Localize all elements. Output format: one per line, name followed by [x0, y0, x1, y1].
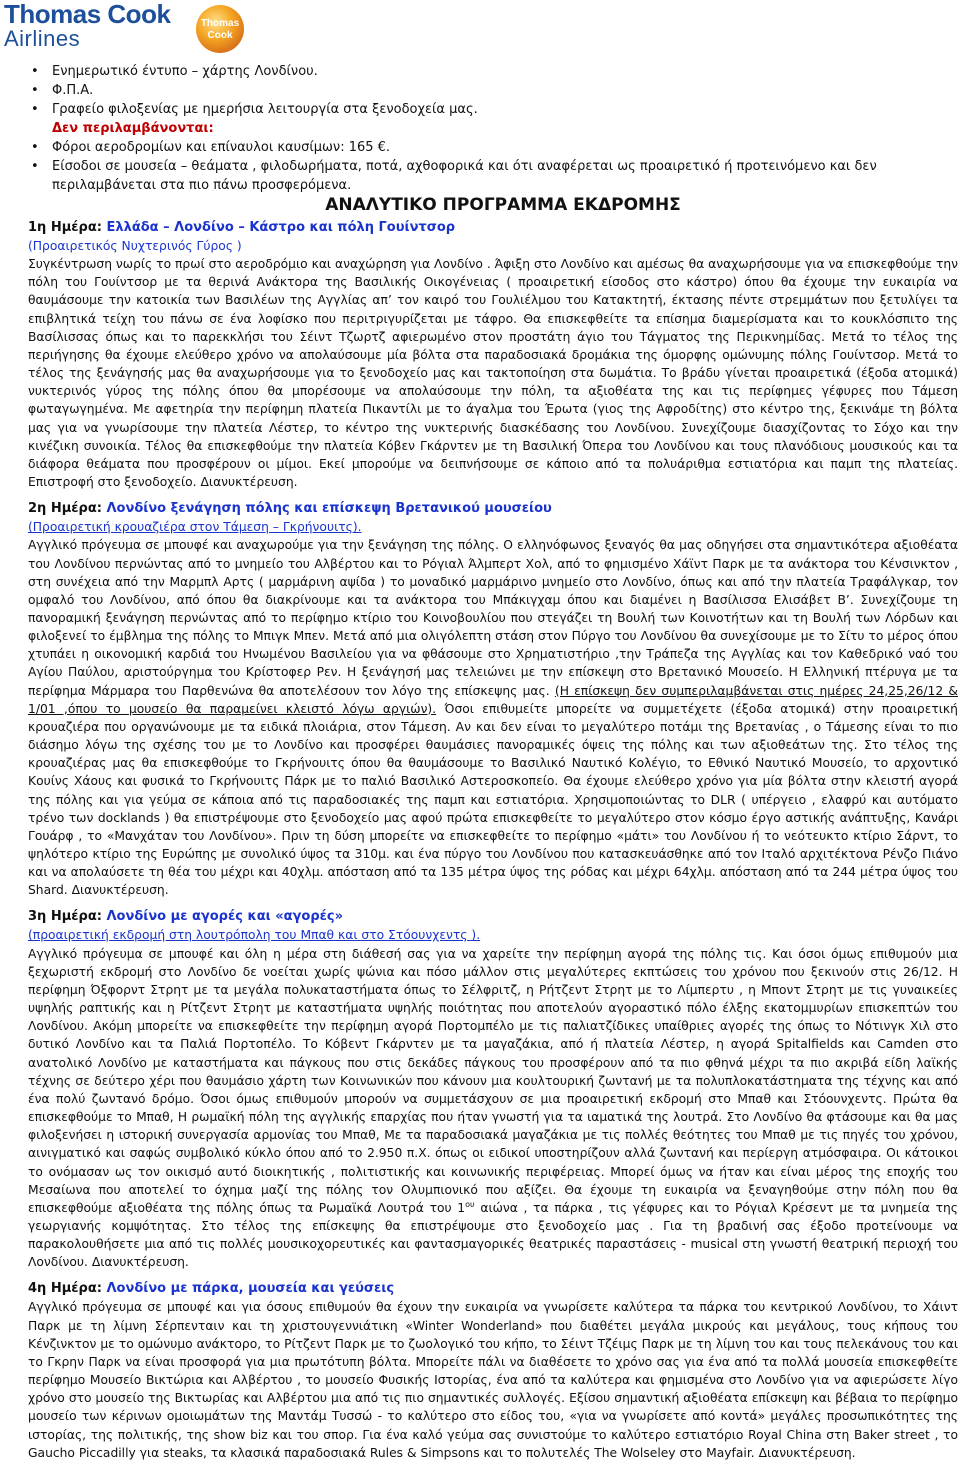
day-2-museum-note: (Η επίσκεψη δεν συμπεριλαμβάνεται στις ημέρες 24,25,26/12 & 1/01 ,όπου το μουσείο θα παραμείνει κλειστό λόγω αργιών).: [28, 683, 958, 716]
bullet-icon: •: [31, 64, 39, 79]
excluded-item: • Είσοδοι σε μουσεία – θεάματα , φιλοδωρήματα, ποτά, αχθοφορικά και ότι αναφέρεται ως προαιρετικό ή προτεινόμενο και δεν περιλαμβάνεται στα πιο πάνω προσφερόμενα.: [31, 159, 877, 193]
day-2-optional: (Προαιρετική κρουαζιέρα στον Τάμεση – Γκρήνουιτς).: [28, 520, 362, 535]
day-4-section: [28, 1279, 958, 1461]
excluded-heading: Δεν περιλαμβάνονται:: [52, 121, 214, 136]
day-2-text: Αγγλικό πρόγευμα σε μπουφέ και αναχωρούμε για την ξενάγηση της πόλης. Ο ελληνόφωνος ξεναγός θα μας οδηγήσει στα σημαντικότερα αξιοθέατα του Λονδίνου περνώντας από το μνημείο του Αλβέρτου και το Ρόγιαλ Άλμπερτ Χολ, από το φημισμένο Χάϊντ Παρκ με τα ανάκτορα του Κένσινκτον , στη συνέχεια από την Μαρμπλ Αρτς ( μαρμάρινη αψίδα ) το μοναδικό μαρμάρινο μνημείο στο Λονδίνο, όπως και από την πλατεία Τραφάλγκαρ, τον ομφαλό του Λονδίνου, από όπου θα διακρίνουμε και τα ανάκτορα του Μπάκιγχαμ όπου και διαμένει η Βασίλισσα Ελισάβετ Β’. Συνεχίζουμε τη πανοραμική ξενάγηση περνώντας από το περίφημο κτίριο του Κοινοβουλίου που στεγάζει τη Βουλή των Κοινοτήτων και τη Βουλή των Λόρδων και φιλοξενεί το έμβλημα της πόλης το Μπιγκ Μπεν. Μετά από μια ολιγόλεπτη στάση στον Πύργο του Λονδίνου θα συνεχίσουμε με το Σίτυ το μέρος όπου χτυπάει η οικονομική καρδιά του Ηνωμένου Βασιλείου για να φθάσουμε στο Χρηματιστήριο ,την Τράπεζα της Αγγλίας και τον Καθεδρικό ναό του Αγίου Παύλου, αριστούργημα του Κρίστοφερ Ρεν. Η ξενάγησή μας τελειώνει με την επίσκεψη στο Βρετανικό Μουσείο. Η Ελληνική πτέρυγα με τα περίφημα Μάρμαρα του Παρθενώνα θα αποτελέσουν τον λόγο της επίσκεψης μας. (Η επίσκεψη δεν συμπεριλαμβάνεται στις ημέρες 24,25,26/12 & 1/01 ,όπου το μουσείο θα παραμείνει κλειστό λόγω αργιών). Όσοι επιθυμείτε μπορείτε να συμμετέχετε (έξοδα ατομικά) στην προαιρετική κρουαζιέρα που οργανώνουμε με τα ειδικά πλοιάρια, στον Τάμεση. Αν και δεν είναι το μεγαλύτερο ποτάμι της Βρετανίας , ο Τάμεσης είναι το πιο διάσημο λόγω της σχέσης του με το Λονδίνο και προσφέρει θαυμάσιες πανοραμικές όψεις της πόλης και των αξιοθεάτων της. Στο τέλος της κρουαζιέρας μας θα επισκεφθούμε το Γκρήνουιτς όπου θα θαυμάσουμε το Βασιλικό Ναυτικό Κολέγιο, το Εθνικό Ναυτικό Μουσείο, το αρχοντικό Κουίνς Χάους και φυσικά το Γκρήνουιτς Πάρκ με το παλιό Βασιλικό Αστεροσκοπείο. Θα έχουμε ελεύθερο χρόνο για μία βόλτα στην κλειστή αγορά της πόλης και για γεύμα σε κάποια από τις παραδοσιακές της παμπ και εστιατόρια. Χρησιμοποιώντας το DLR ( υπέργειο , ελαφρύ και αυτόματο τρένο των docklands ) θα επιστρέψουμε στο ξενοδοχείο μας αφού πρώτα επισκεφθείτε το μεγαλύτερο στον κόσμο έργο αστικής ανάπτυξης, Κανάρι Γουάρφ , το «Μανχάταν του Λονδίνου». Πριν τη δύση μπορείτε να επισκεφθείτε το περίφημο «μάτι» του Λονδίνου ή το νεότευκτο κτίριο Σάρντ, το ψηλότερο κτίριο της Ευρώπης με συνολικό ύψος τα 310μ. και ένα πύργο του Λονδίνου που κατασκευάσθηκε από τον Ιταλό αρχιτέκτονα Ρένζο Πιάνο και να απολαύσετε τη θέα του μέχρι και 40χλμ. απόσταση από τα 135 μέτρα ύψος της ρόδας και μέχρι 64χλμ. απόσταση από τα 244 μέτρα ύψος του Shard. Διανυκτέρευση.: [28, 538, 958, 898]
included-item: • Ενημερωτικό έντυπο – χάρτης Λονδίνου.: [31, 64, 318, 79]
logo-line-1: Thomas Cook: [4, 0, 171, 29]
day-2-section: [28, 499, 958, 899]
day-3-title: Λονδίνο με αγορές και «αγορές»: [106, 909, 343, 925]
included-item: • Φ.Π.Α.: [31, 83, 94, 98]
day-1-section: [28, 218, 958, 491]
logo-line-2: Airlines: [4, 26, 81, 51]
included-item: • Γραφείο φιλοξενίας με ημερήσια λειτουργία στα ξενοδοχεία μας.: [31, 102, 478, 117]
day-2-label: 2η Ημέρα:: [28, 501, 102, 517]
excluded-item: • Φόροι αεροδρομίων και επίναυλοι καυσίμων: 165 €.: [31, 140, 391, 155]
day-1-label: 1η Ημέρα:: [28, 220, 102, 235]
day-4-heading: [28, 1279, 958, 1298]
day-3-text: Αγγλικό πρόγευμα σε μπουφέ και όλη η μέρα στη διάθεσή σας για να χαρείτε την περίφημη αγορά της πόλης τις. Και όσοι όμως επιθυμούν μια ξεχωριστή εκδρομή στο Λονδίνο δε νοείται χωρίς ψώνια και πόσο μάλλον στις μεγαλύτερες εκπτώσεις του χρόνου που ξεκινούν στις 26/12. Η περίφημη Όξφορντ Στρητ με τα μεγάλα πολυκαταστήματα όπως το Σέλφριτζ, η Ρήτζεντ Στρητ με το Λίμπερτυ , η Μποντ Στρητ με τις γυναικείες υψηλής ραπτικής και η Ρίτζεντ Στρητ με καταστήματα υψηλής ποιότητας που αποτελούν αγοραστικό πόλο έλξης εκατομμυρίων επισκεπτών του Λονδίνου. Ακόμη μπορείτε να επισκεφθείτε την περίφημη αγορά Πορτομπέλο με τις παλιατζίδικες υπαίθριες αγορές της όπως το Νότινγκ Χιλ στο δυτικό Λονδίνο και τα Παλιά Πορτοπέλο. Το Κόβεντ Γκάρντεν με τα μαγαζάκια, από ή πλατεία Λέστερ, η αγορά Spitalfields και Camden στο ανατολικό Λονδίνο με καταστήματα και πάγκους που στις δεκάδες πάγκους του προσφέρουν από τα πιο φθηνά μέχρι τα πιο ακριβά είδη λαϊκής τέχνης σε δεύτερο χέρι που θαυμάσιο χάρτη των Κοινωνικών που κάνουν μια κουλτουρική ζωντανή με τα πολυπλοκατάστηματα της τέχνης και από ένα πολύ ζωντανό δρόμο. Όσοι όμως επιθυμούν μπορούν να συμμετάσχουν σε μια προαιρετική εκδρομή στο Μπαθ και Στόουνχεντς. Πρώτα θα επισκεφθούμε το Μπαθ, Η ρωμαϊκή πόλη της αγγλικής επαρχίας που ήταν γνωστή για τα ιαματικά της λουτρά. Στο Λονδίνο θα φτάσουμε και θα μας φιλοξενήσει η ιστορική συνεργασία αρμονίας του Μπαθ, Με τα παραδοσιακά μαγαζάκια με τις πολλές θεότητες του Μπαθ με τις πηγές του χρόνου, αινιγματικό και σαφώς συμβολικό κύκλο όπου από το 2.950 π.Χ. όπως οι ειδικοί υποστηρίζουν αλλά ζωντανή και περίεργη ατμόσφαιρα. Οι κάτοικοι το ονόμασαν ως τον οικισμό αυτό διοικητικής , πολιτιστικής και κοινωνικής περιφέρειας. Μπορεί όμως να ήταν και είναι μέρος της εποχής του Μεσαίωνα που αποτελεί το όχημα μαζί της πόλης τον Ολυμπιονικό που αξίζει. Θα έχουμε τη ευκαιρία να ξεναγηθούμε στην πόλη που θα επισκεφθούμε αξιοθέατα της πόλης όπως τα Ρωμαϊκά Λουτρά του $1^{o\upsilon}$ αιώνα , τα πάρκα , τις γέφυρες και το Ρόγιαλ Κρέσεντ με τα μνημεία της γεωργιανής κομψότητας. Στο τέλος της επίσκεψης θα επιστρέψουμε στο ξενοδοχείο μας . Για τη βραδινή σας έξοδο προτείνουμε να παρακολουθήσετε μια από τις πολλές μουσικοχορευτικές και φαντασμαγορικές θεατρικές παραστάσεις - musical στη γνωστή θεατρική περιοχή του Λονδίνου. Διανυκτέρευση.: [28, 946, 958, 1270]
day-3-label: 3η Ημέρα:: [28, 909, 102, 925]
badge-text-1: Thomas: [200, 18, 240, 29]
badge-text-2: Cook: [207, 30, 233, 41]
day-1-optional: (Προαιρετικός Νυχτερινός Γύρος ): [28, 239, 242, 253]
day-4-text: Αγγλικό πρόγευμα σε μπουφέ και για όσους επιθυμούν θα έχουν την ευκαιρία να γνωρίσετε καλύτερα τα πάρκα του κεντρικού Λονδίνου, το Χάιντ Παρκ με τη λίμνη Σέρπενταιν και τη χριστουγεννιάτικη «Winter Wonderland» που διαθέτει μεγάλα μικρούς και μεγάλους, τους κήπους του Κένζινκτον με το ομώνυμο ανάκτορο, το Ρίτζεντ Παρκ με το ζωολογικό του κήπο, το Σέιντ Τζέιμς Παρκ με τη λίμνη του και τους πελεκάνους του και το Γκρην Παρκ να είναι προσφορά για μια πρωτότυπη βόλτα. Μπορείτε πάλι να διαθέσετε το χρόνο σας για ένα από τα πολλά μουσεία επισκεφθείτε περίφημο Μουσείο Βικτώρια και Αλβέρτου , το μουσείο Φυσικής Ιστορίας, ένα από τα καλύτερα και φημισμένα στο Λονδίνο για να αφιερώσετε λίγο χρόνο στο μουσείο της Βικτωρίας και Αλβέρτου μια από τις πιο σημαντικές συλλογές. Εξίσου σημαντική αξιοθέατα επίσκεψη και βέβαια το περίφημο μουσείο των κέρινων ομοιωμάτων της Μαντάμ Τυσσώ - το καλύτερο στο είδος του, «για να γνωρίσετε από κοντά» μεγάλες προσωπικότητες της ιστορίας, της πολιτικής, της show biz και του σπορ. Για ένα καλό γεύμα σας συνιστούμε το καλύτερο εστιατόριο Royal China στη Baker street , το Gaucho Piccadilly για steaks, τα κλασικά παραδοσιακά Rules & Simpsons και το πολυτελές The Wolseley στο Mayfair. Διανυκτέρευση.: [28, 1300, 958, 1460]
day-1-title: Ελλάδα – Λονδίνο – Κάστρο και πόλη Γουίντσορ: [106, 220, 456, 235]
day-1-text: Συγκέντρωση νωρίς το πρωί στο αεροδρόμιο και αναχώρηση για Λονδίνο . Άφιξη στο Λονδίνο και αμέσως θα αναχωρήσουμε για να επισκεφθούμε την πόλη του Γουίντσορ με τα θερινά Ανάκτορα της Βασιλικής Οικογένειας ( προαιρετική είσοδος στο κάστρο) όπου θα έχουμε την ευκαιρία να θαυμάσουμε την κατοικία των Βασιλέων της Αγγλίας απ’ τον καιρό του Γουλιέλμου του Κατακτητή, έκτασης πέντε στρεμμάτων που ξετυλίγει τα επιβλητικά τείχη του πάνω σε ένα λοφίσκο που περιτριγυρίζεται με τάφρο. Θα επισκεφθείτε τα επίσημα διαμερίσματα και το κουκλόσπιτο της Βασίλισσας όπως και το παρεκκλήσι του Σέιντ Τζωρτζ αφιερωμένο στον προστάτη άγιο του Τάγματος της Περικνημίδας. Μετά το τέλος της περιήγησης θα έχουμε ελεύθερο χρόνο να απολαύσουμε μία βόλτα στα παραδοσιακά δρομάκια της όμορφης ομώνυμης πόλης Γουίντσορ. Μετά το τέλος της ξενάγησής μας θα αναχωρήσουμε για το ξενοδοχείο μας και τακτοποίηση στα δωμάτια. Το βράδυ γίνεται προαιρετικά (έξοδα ατομικά) νυκτερινός γύρος της πόλης όπου θα μπορέσουμε να απολαύσουμε την πόλη, τα αξιοθέατα της και τις περίφημες γέφυρες που Τάμεση φωταγωγημένα. Με αφετηρία την περίφημη πλατεία Πικαντίλι με το άγαλμα του Έρωτα (γιος της Αφροδίτης) στο κέντρο της, ξεκινάμε τη βόλτα μας για να γνωρίσουμε την πλατεία Λέστερ, το κέντρο της νυκτερινής διασκέδασης του Λονδίνου. Συνεχίζουμε διασχίζοντας το Σόχο και την κινέζικη συνοικία. Τέλος θα επισκεφθούμε την πλατεία Κόβεν Γκάρντεν με τη Βασιλική Όπερα του Λονδίνου και τους πλανόδιους μουσικούς και τα διάφορα θεάματα που προσφέρουν οι μίμοι. Εκεί μπορούμε να δειπνήσουμε σε κάποιο από τα πολυάριθμα εστιατόρια και παμπ της πλατείας. Επιστροφή στο ξενοδοχείο. Διανυκτέρευση.: [28, 257, 959, 490]
logo-wordmark: [4, 0, 174, 50]
day-3-section: [28, 907, 958, 1271]
day-2-heading: [28, 499, 958, 518]
day-3-heading: [28, 907, 958, 926]
document-body: [28, 62, 958, 1462]
included-list: [28, 62, 958, 119]
day-4-label: 4η Ημέρα:: [28, 1281, 102, 1297]
bullet-icon: •: [31, 140, 39, 155]
bullet-icon: •: [31, 159, 39, 174]
bullet-icon: •: [31, 102, 39, 117]
bullet-icon: •: [31, 83, 39, 98]
globe-badge-icon: [195, 4, 245, 54]
day-1-heading: [28, 218, 958, 237]
day-3-optional: (προαιρετική εκδρομή στη λουτρόπολη του Μπαθ και στο Στόουνχεντς ).: [28, 928, 481, 943]
day-2-title: Λονδίνο ξενάγηση πόλης και επίσκεψη Βρετανικού μουσείου: [106, 501, 552, 517]
program-title: ΑΝΑΛΥΤΙΚΟ ΠΡΟΓΡΑΜΜΑ ΕΚΔΡΟΜΗΣ: [325, 195, 681, 215]
excluded-list: [28, 138, 958, 195]
thomas-cook-airlines-logo: [2, 0, 252, 54]
day-4-title: Λονδίνο με πάρκα, μουσεία και γεύσεις: [106, 1281, 395, 1297]
